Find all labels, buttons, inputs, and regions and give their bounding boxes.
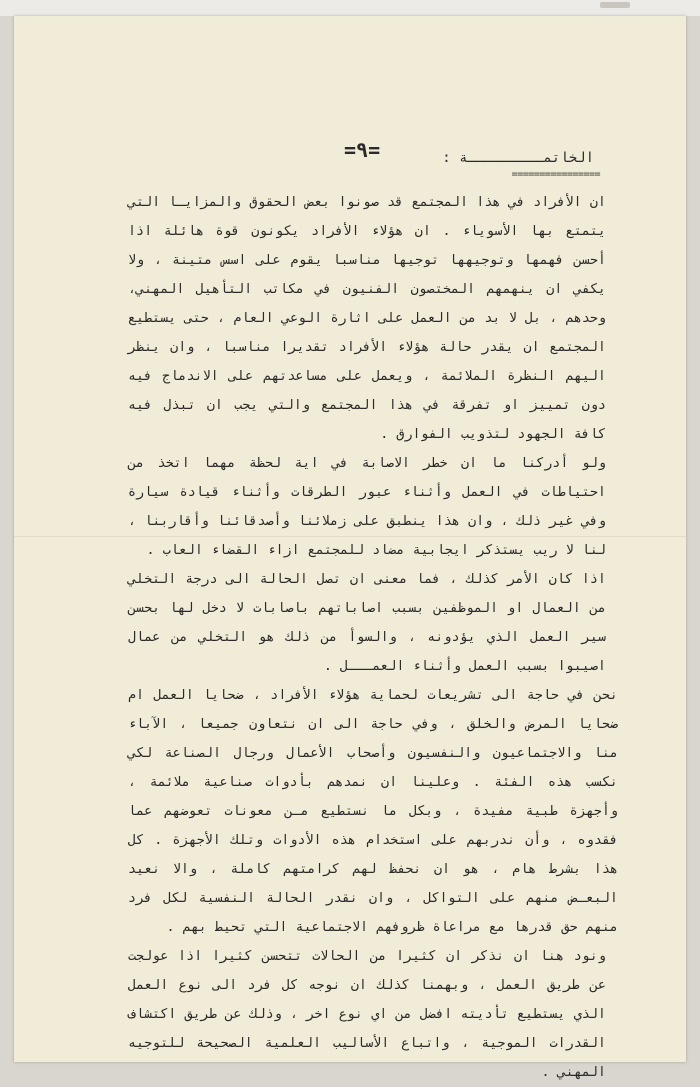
paragraph-4: نحن في حاجة الى تشريعات لحماية هؤلاء الأفراد ، ضحايا العمل ام ضحايا المرض والخلق ، وفي حاجة الى ان نتعاون جميعا ، الآباء منا والاجتماعيون والنفسيون وأصحاب الأعمال ورجال الصناعة لكي نكسب هذه الفئة . وعلينا ان نمدهم بأدوات صناعية ملائمة ، وأجهزة طبية مفيدة ، وبكل ما نستطيع مـن معونات تعوضهم عما فقدوه ، وأن ندربهم على استخدام هذه الأدوات وتلك الأجهزة . كل هذا بشرط هام ، هو ان نحفظ لهم كرامتهم كاملة ، والا نعيد البعـض منهم على التواكل ، وان نقدر الحالة النفسية لكل فرد منهم حق قدرها مع مراعاة ظروفهم الاجتماعية التي تحيط بهم . — [128, 688, 618, 935]
paragraph-3: اذا كان الأمر كذلك ، فما معنى ان تصل الحالة الى درجة التخلي من العمال او الموظفين بسبب اصاباتهم باصابات لا دخل لها بحسن سير العمل الذي يؤدونه ، والسوأ من ذلك هو التخلي من عمال اصيبوا بسبب العمل وأثناء العمـــل . — [128, 572, 606, 674]
page-number: =٩= — [344, 138, 381, 162]
scan-top-strip — [0, 0, 700, 16]
heading-underline: ================ — [511, 169, 600, 180]
body-text — [128, 188, 618, 1087]
section-heading: الخاتمـــــــــة : — [442, 150, 594, 166]
scan-edge-mark — [600, 2, 630, 8]
paragraph-1: ان الأفراد في هذا المجتمع قد صونوا بعض الحقوق والمزايـا التي يتمتع بها الأسوياء . ان هؤلاء الأفراد يكونون قوة هائلة اذا أحسن فهمها وتوجيهها توجيها مناسبا يقوم على اسس متينة ، ولا يكفي ان ينهمهم المختصون الفنيون في مكاتب التأهيل المهني، وحدهم ، بل لا بد من العمل على اثارة الوعي العام ، حتى يستطيع المجتمع ان يقدر حالة هؤلاء الأفراد تقديرا مناسبا ، وان ينظر اليهم النظرة الملائمة ، ويعمل على مساعدتهم على الاندماج فيه دون تمييز او تفرقة في هذا المجتمع والتي يجب ان تبذل فيه كافة الجهود لتذويب الفوارق . — [128, 195, 606, 442]
typed-page — [14, 16, 686, 1080]
paragraph-5: ونود هنا ان نذكر ان كثيرا من الحالات تتحسن كثيرا اذا عولجت عن طريق العمل ، وبهمنا كذلك ان نوجه كل فرد الى نوع العمل الذي يستطيع تأديته افضل من اي نوع اخر ، وذلك عن طريق اكتشاف القدرات الموجية ، واتباع الأساليب العلمية الصحيحة للتوجيه المهني . — [128, 949, 606, 1080]
paragraph-2: ولو أدركنا ما ان خطر الاصابة في اية لحظة مهما اتخذ من احتياطات في العمل وأثناء عبور الطرقات وأثناء قيادة سيارة وفي غير ذلك ، وان هذا ينطبق على زملائنا وأصدقائنا وأقاربنا ، لنا لا ريب يستذكر ايجابية مضاد للمجتمع ازاء القضاء العاب . — [128, 456, 606, 558]
